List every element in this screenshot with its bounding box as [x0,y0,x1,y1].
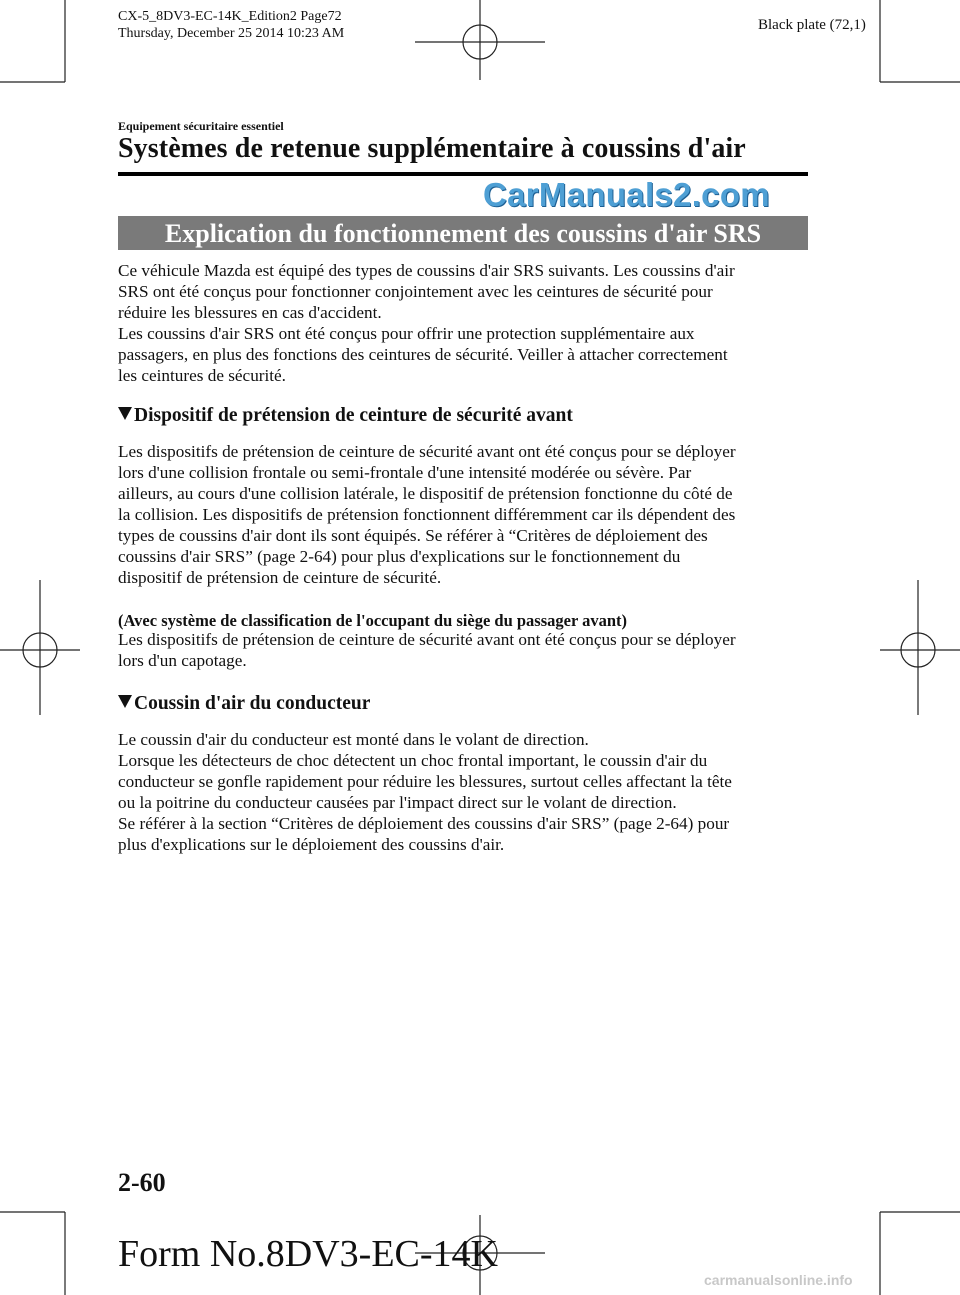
text-line: types de coussins d'air dont ils sont équipés. Se référer à “Critères de déploiement des [118,526,708,545]
print-meta-line1: CX-5_8DV3-EC-14K_Edition2 Page72 [118,9,342,24]
text-line: SRS ont été conçus pour fonctionner conjointement avec les ceintures de sécurité pour [118,282,713,301]
intro-paragraph [118,260,808,386]
text-line: réduire les blessures en cas d'accident. [118,303,382,322]
print-metadata [118,8,344,42]
text-line: passagers, en plus des fonctions des ceintures de sécurité. Veiller à attacher correctement [118,345,728,364]
text-line: Les dispositifs de prétension de ceinture de sécurité avant ont été conçus pour se déployer [118,442,736,461]
form-number: Form No.8DV3-EC-14K [118,1233,498,1275]
text-line: dispositif de prétension de ceinture de sécurité. [118,568,442,587]
print-meta-line2: Thursday, December 25 2014 10:23 AM [118,26,345,41]
pretensioner-paragraph [118,441,808,588]
black-plate-label: Black plate (72,1) [758,17,866,33]
text-line: Les coussins d'air SRS ont été conçus pour offrir une protection supplémentaire aux [118,324,695,343]
page-title: Systèmes de retenue supplémentaire à coussins d'air [118,133,746,164]
text-line: les ceintures de sécurité. [118,366,286,385]
driver-airbag-heading [118,693,370,715]
driver-airbag-heading-text: Coussin d'air du conducteur [134,693,371,714]
text-line: Lorsque les détecteurs de choc détectent un choc frontal important, le coussin d'air du [118,751,708,770]
text-line: lors d'une collision frontale ou semi-frontale d'une intensité modérée ou sévère. Par [118,463,692,482]
text-line: Le coussin d'air du conducteur est monté dans le volant de direction. [118,730,589,749]
registration-mark-right [880,580,960,715]
triangle-bullet-icon [118,407,132,420]
triangle-bullet-icon [118,695,132,708]
text-line: ou la poitrine du conducteur causées par l'impact direct sur le volant de direction. [118,793,677,812]
driver-airbag-paragraph [118,729,808,855]
text-line: la collision. Les dispositifs de prétension fonctionnent différemment car ils dépendent des [118,505,736,524]
section-label: Equipement sécuritaire essentiel [118,119,284,133]
pretensioner-heading-text: Dispositif de prétension de ceinture de sécurité avant [134,405,573,426]
text-line: coussins d'air SRS” (page 2-64) pour plus d'explications sur le fonctionnement du [118,547,681,566]
registration-mark-top [415,0,545,80]
occupant-classification-note-heading: (Avec système de classification de l'occupant du siège du passager avant) [118,611,628,630]
text-line: lors d'un capotage. [118,651,247,670]
text-line: Les dispositifs de prétension de ceinture de sécurité avant ont été conçus pour se déployer [118,630,736,649]
text-line: conducteur se gonfle rapidement pour réduire les blessures, surtout celles affectant la tête [118,772,732,791]
section-banner: Explication du fonctionnement des coussins d'air SRS [118,216,808,250]
footer-watermark: carmanualsonline.info [704,1272,853,1288]
page-number: 2-60 [118,1168,166,1197]
watermark-logo: CarManuals2.com [483,176,770,213]
text-line: Ce véhicule Mazda est équipé des types de coussins d'air SRS suivants. Les coussins d'air [118,261,735,280]
text-line: ailleurs, au cours d'une collision latérale, le dispositif de prétension fonctionne du côté de [118,484,733,503]
registration-mark-left [0,580,80,715]
pretensioner-heading [118,405,573,427]
text-line: plus d'explications sur le déploiement des coussins d'air. [118,835,505,854]
text-line: Se référer à la section “Critères de déploiement des coussins d'air SRS” (page 2-64) pour [118,814,730,833]
rollover-paragraph [118,629,808,671]
